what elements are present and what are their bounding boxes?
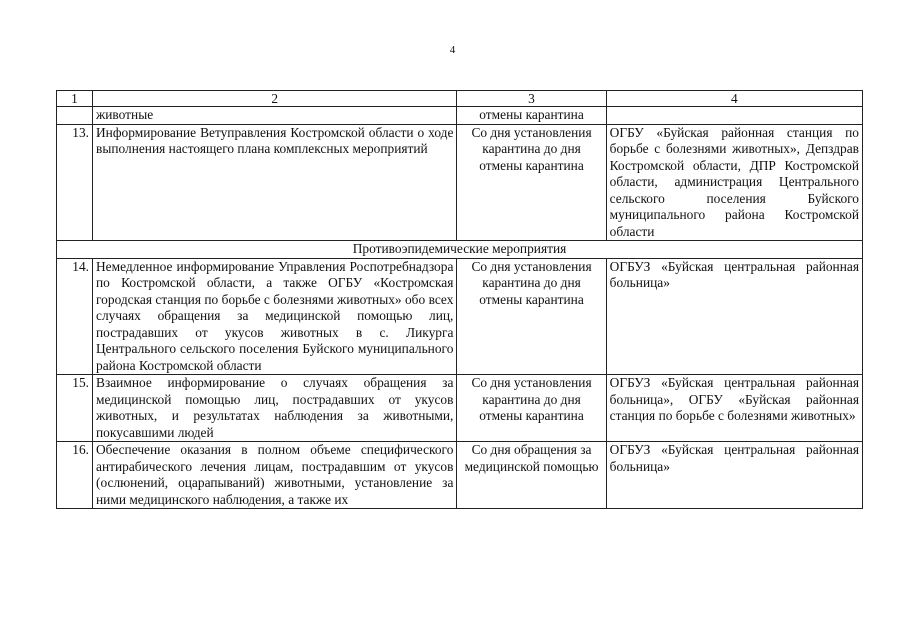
- measure-cell: Информирование Ветуправления Костромской области о ходе выполнения настоящего плана комплексных мероприятий: [93, 124, 457, 241]
- term-cell: Со дня установления карантина до дня отмены карантина: [457, 124, 606, 241]
- table-row: [57, 258, 863, 375]
- measure-cell: Немедленное информирование Управления Роспотребнадзора по Костромской области, а также ОГБУ «Костромская городская станция по борьбе с болезнями животных» обо всех случаях обращения за медицинской помощью лиц, пострадавших от укусов животных в с. Ликурга Центрального сельского поселения Буйского муниципального района Костромской области: [93, 258, 457, 375]
- column-number-4: 4: [606, 91, 862, 107]
- measure-cell: Взаимное информирование о случаях обращения за медицинской помощью лиц, пострадавших от укусов животных, и результатах наблюдения за животными, покусавшими людей: [93, 375, 457, 442]
- executor-cell: ОГБУЗ «Буйская центральная районная больница», ОГБУ «Буйская районная станция по борьбе с болезнями животных»: [606, 375, 862, 442]
- column-number-3: 3: [457, 91, 606, 107]
- term-cell: Со дня установления карантина до дня отмены карантина: [457, 375, 606, 442]
- page-number: 4: [449, 44, 456, 56]
- row-number: [57, 107, 93, 125]
- measure-cell: Обеспечение оказания в полном объеме специфического антирабического лечения лицам, пострадавшим от укусов (ослюнений, оцарапываний) животными, установление за ними медицинского наблюдения, а также их: [93, 442, 457, 509]
- term-cell: отмены карантина: [457, 107, 606, 125]
- executor-cell: ОГБУЗ «Буйская центральная районная больница»: [606, 442, 862, 509]
- row-number: 16.: [57, 442, 93, 509]
- column-number-2: 2: [93, 91, 457, 107]
- term-cell: Со дня обращения за медицинской помощью: [457, 442, 606, 509]
- table-row: [57, 375, 863, 442]
- column-number-row: [57, 91, 863, 107]
- executor-cell: ОГБУЗ «Буйская центральная районная больница»: [606, 258, 862, 375]
- table-row: [57, 124, 863, 241]
- term-cell: Со дня установления карантина до дня отмены карантина: [457, 258, 606, 375]
- column-number-1: 1: [57, 91, 93, 107]
- row-number: 15.: [57, 375, 93, 442]
- executor-cell: ОГБУ «Буйская районная станция по борьбе с болезнями животных», Депздрав Костромской области, ДПР Костромской области, администрация Центрального сельского поселения Буйского муниципального района Костромской области: [606, 124, 862, 241]
- row-number: 14.: [57, 258, 93, 375]
- section-row: [57, 241, 863, 259]
- table-row: [57, 442, 863, 509]
- executor-cell: [606, 107, 862, 125]
- measure-cell: животные: [93, 107, 457, 125]
- continuation-row: [57, 107, 863, 125]
- section-title: Противоэпидемические мероприятия: [57, 241, 863, 259]
- measures-table: [56, 90, 863, 509]
- row-number: 13.: [57, 124, 93, 241]
